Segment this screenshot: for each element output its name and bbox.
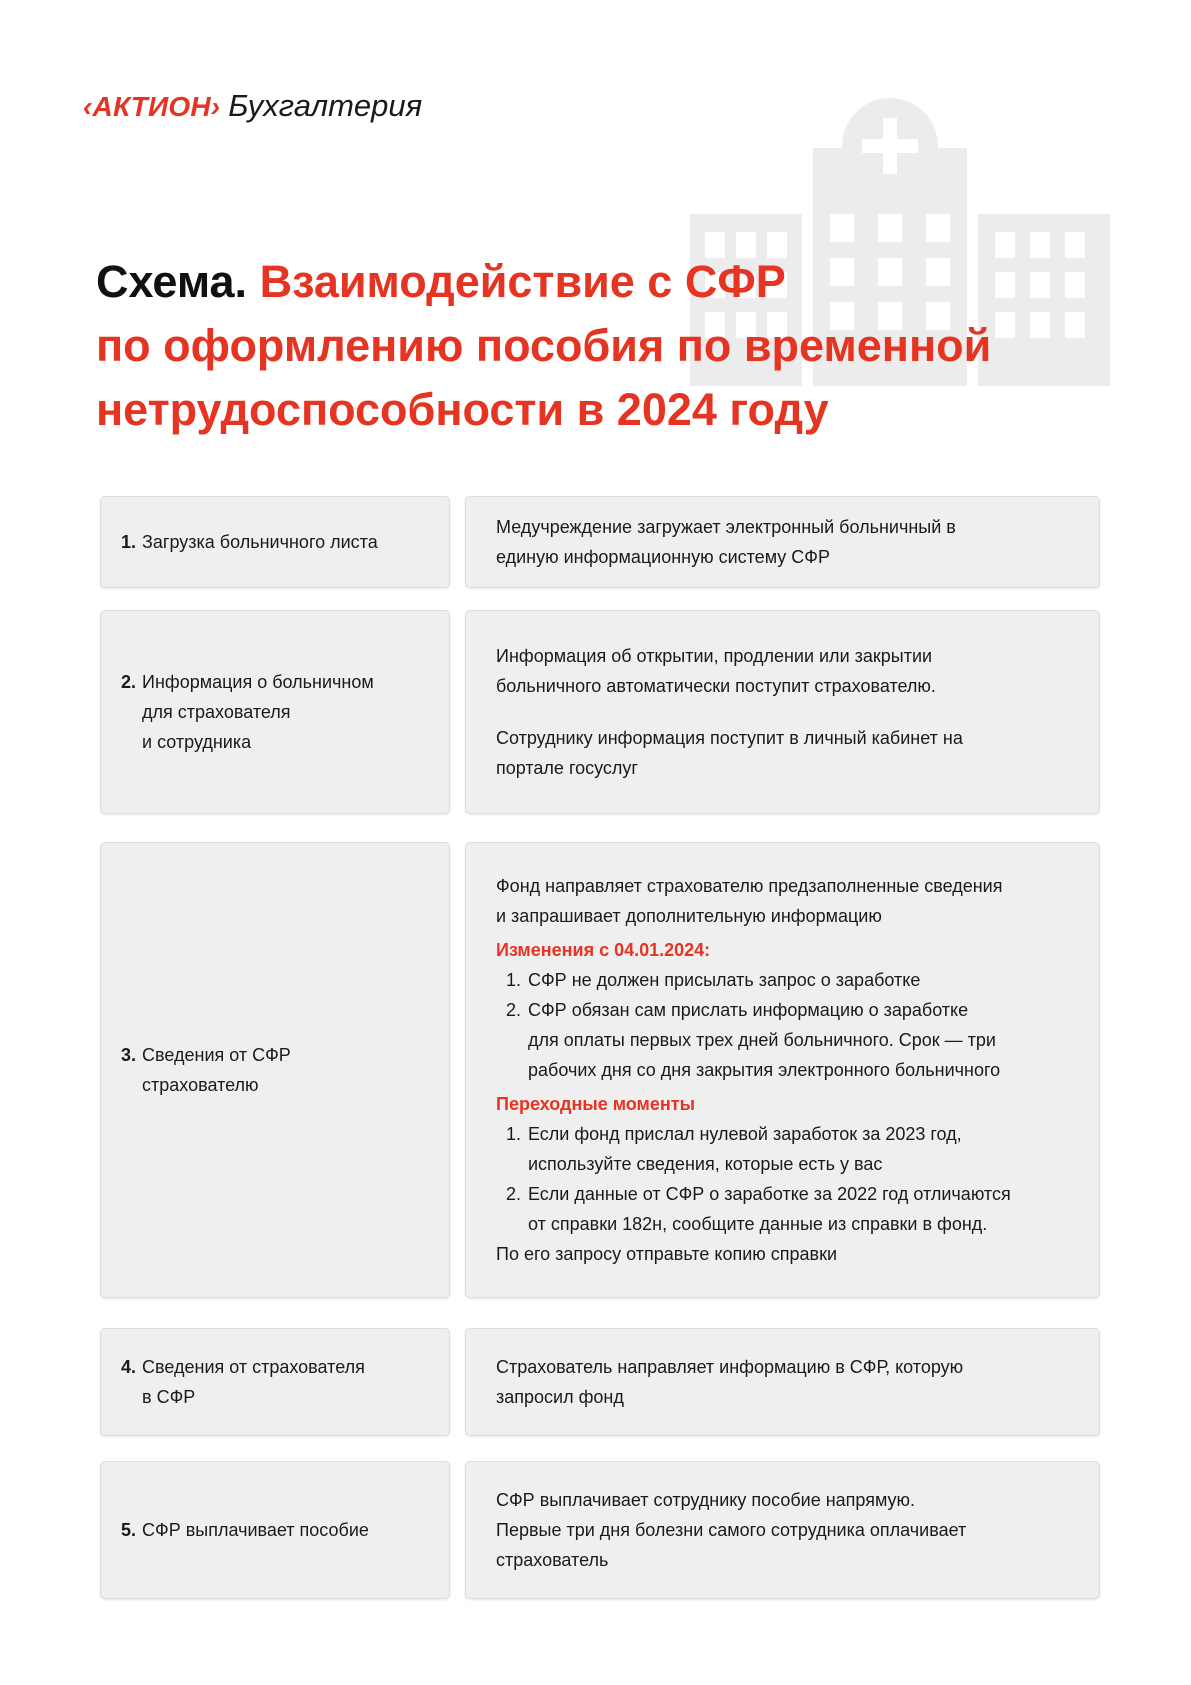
- schema-row-3: [100, 842, 1100, 1298]
- step-label: [121, 1040, 291, 1100]
- logo: [83, 88, 422, 124]
- description-cell: [465, 496, 1100, 588]
- description-paragraph: Медучреждение загружает электронный больничный в единую информационную систему СФР: [496, 517, 956, 567]
- step-number: 2.: [121, 672, 137, 692]
- step-title: Сведения от страхователя в СФР: [142, 1357, 365, 1407]
- step-label: [121, 1352, 365, 1412]
- schema-row-1: [100, 496, 1100, 588]
- step-title: Информация о больничном для страхователя и сотрудника: [142, 672, 374, 752]
- schema-row-5: [100, 1461, 1100, 1599]
- page-title: [96, 250, 1106, 442]
- step-cell: [100, 1328, 450, 1436]
- step-title: Сведения от СФР страхователю: [142, 1045, 291, 1095]
- description: [496, 1352, 963, 1412]
- schema-row-4: [100, 1328, 1100, 1436]
- step-number: 5.: [121, 1520, 137, 1540]
- list-item: 1. Если фонд прислал нулевой заработок за 2023 год, используйте сведения, которые есть у вас: [526, 1119, 1011, 1179]
- description-paragraph: Страхователь направляет информацию в СФР, которую запросил фонд: [496, 1357, 964, 1407]
- step-cell: [100, 496, 450, 588]
- step-number: 1.: [121, 532, 137, 552]
- description: [496, 512, 956, 572]
- list-item: 2. СФР обязан сам прислать информацию о заработке для оплаты первых трех дней больничного. Срок — три рабочих дня со дня закрытия электронного больничного: [526, 995, 1011, 1085]
- schema-row-2: [100, 610, 1100, 814]
- description-cell: [465, 1461, 1100, 1599]
- step-label: [121, 1515, 369, 1545]
- description: [496, 1485, 966, 1575]
- title-accent: Взаимодействие с СФР по оформлению пособия по временной нетрудоспособности в 2024 году: [96, 256, 992, 435]
- step-label: [121, 527, 378, 557]
- description-paragraph: Информация об открытии, продлении или закрытии больничного автоматически поступит страхователю.: [496, 646, 936, 696]
- description-cell: [465, 842, 1100, 1298]
- step-number: 3.: [121, 1045, 137, 1065]
- step-title: СФР выплачивает пособие: [142, 1520, 369, 1540]
- changes-heading: Изменения с 04.01.2024:: [496, 940, 711, 960]
- step-title: Загрузка больничного листа: [142, 532, 378, 552]
- transition-heading: Переходные моменты: [496, 1094, 695, 1114]
- description: [496, 641, 963, 783]
- list-item: 1. СФР не должен присылать запрос о заработке: [526, 965, 1011, 995]
- step-cell: [100, 842, 450, 1298]
- description-intro: Фонд направляет страхователю предзаполненные сведения и запрашивает дополнительную информацию: [496, 876, 1003, 926]
- logo-brand: ‹АКТИОН›: [83, 91, 221, 122]
- description-paragraph: Сотруднику информация поступит в личный кабинет на портале госуслуг: [496, 728, 963, 778]
- step-number: 4.: [121, 1357, 137, 1377]
- step-label: [121, 667, 374, 757]
- description-cell: [465, 1328, 1100, 1436]
- title-lead: Схема.: [96, 256, 248, 307]
- changes-list: [496, 965, 1011, 1085]
- description: [496, 871, 1011, 1269]
- logo-product: Бухгалтерия: [228, 88, 423, 123]
- description-paragraph: СФР выплачивает сотруднику пособие напрямую. Первые три дня болезни самого сотрудника оплачивает страхователь: [496, 1490, 967, 1570]
- step-cell: [100, 610, 450, 814]
- transition-list: [496, 1119, 1011, 1239]
- description-tail: По его запросу отправьте копию справки: [496, 1244, 838, 1264]
- step-cell: [100, 1461, 450, 1599]
- list-item: 2. Если данные от СФР о заработке за 2022 год отличаются от справки 182н, сообщите данные из справки в фонд.: [526, 1179, 1011, 1239]
- description-cell: [465, 610, 1100, 814]
